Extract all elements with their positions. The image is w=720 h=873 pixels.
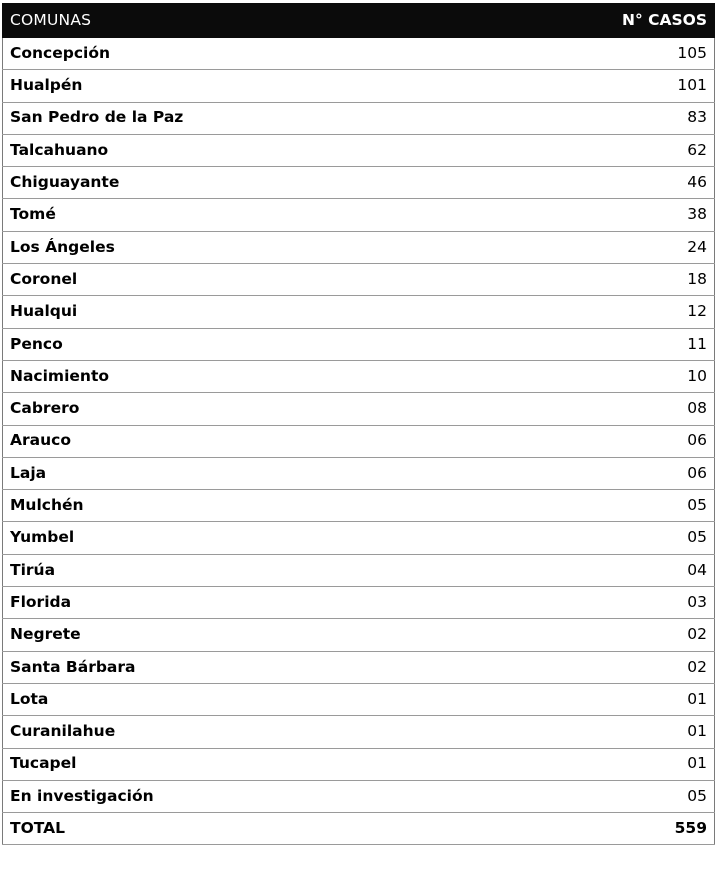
table-row	[3, 360, 715, 392]
table-row	[3, 70, 715, 102]
comuna-name: Chiguayante	[3, 167, 563, 199]
total-value: 559	[563, 813, 715, 845]
case-count: 03	[563, 587, 715, 619]
comuna-name: En investigación	[3, 780, 563, 812]
case-count: 05	[563, 490, 715, 522]
case-count: 05	[563, 522, 715, 554]
case-count: 101	[563, 70, 715, 102]
table-row	[3, 393, 715, 425]
comuna-name: Lota	[3, 683, 563, 715]
table-row	[3, 780, 715, 812]
comuna-name: Mulchén	[3, 490, 563, 522]
case-count: 38	[563, 199, 715, 231]
case-count: 24	[563, 231, 715, 263]
table-row	[3, 296, 715, 328]
comuna-name: Coronel	[3, 264, 563, 296]
total-label: TOTAL	[3, 813, 563, 845]
table-row	[3, 651, 715, 683]
case-count: 83	[563, 102, 715, 134]
comuna-name: Hualqui	[3, 296, 563, 328]
cases-by-commune-table	[2, 3, 715, 845]
case-count: 05	[563, 780, 715, 812]
comuna-name: Florida	[3, 587, 563, 619]
comuna-name: San Pedro de la Paz	[3, 102, 563, 134]
table-row	[3, 38, 715, 70]
total-row	[3, 813, 715, 845]
case-count: 10	[563, 360, 715, 392]
comuna-name: Arauco	[3, 425, 563, 457]
comuna-name: Talcahuano	[3, 134, 563, 166]
table-row	[3, 425, 715, 457]
case-count: 01	[563, 683, 715, 715]
case-count: 08	[563, 393, 715, 425]
case-count: 06	[563, 425, 715, 457]
case-count: 02	[563, 619, 715, 651]
case-count: 11	[563, 328, 715, 360]
table-row	[3, 264, 715, 296]
table-row	[3, 522, 715, 554]
table-body	[3, 38, 715, 813]
comuna-name: Hualpén	[3, 70, 563, 102]
case-count: 01	[563, 748, 715, 780]
table-row	[3, 490, 715, 522]
table-row	[3, 619, 715, 651]
table-row	[3, 587, 715, 619]
table-row	[3, 134, 715, 166]
column-header-casos: N° CASOS	[563, 4, 715, 38]
case-count: 105	[563, 38, 715, 70]
comuna-name: Yumbel	[3, 522, 563, 554]
case-count: 46	[563, 167, 715, 199]
case-count: 02	[563, 651, 715, 683]
table-row	[3, 748, 715, 780]
table-header-row	[3, 4, 715, 38]
comuna-name: Tomé	[3, 199, 563, 231]
case-count: 04	[563, 554, 715, 586]
case-count: 06	[563, 457, 715, 489]
table-row	[3, 683, 715, 715]
table-row	[3, 554, 715, 586]
comuna-name: Curanilahue	[3, 716, 563, 748]
case-count: 12	[563, 296, 715, 328]
column-header-comunas: COMUNAS	[3, 4, 563, 38]
comuna-name: Tirúa	[3, 554, 563, 586]
case-count: 18	[563, 264, 715, 296]
table-row	[3, 199, 715, 231]
case-count: 62	[563, 134, 715, 166]
comuna-name: Los Ángeles	[3, 231, 563, 263]
table-row	[3, 102, 715, 134]
comuna-name: Santa Bárbara	[3, 651, 563, 683]
table-row	[3, 231, 715, 263]
comuna-name: Cabrero	[3, 393, 563, 425]
case-count: 01	[563, 716, 715, 748]
comuna-name: Tucapel	[3, 748, 563, 780]
comuna-name: Penco	[3, 328, 563, 360]
comuna-name: Laja	[3, 457, 563, 489]
comuna-name: Nacimiento	[3, 360, 563, 392]
comuna-name: Negrete	[3, 619, 563, 651]
comuna-name: Concepción	[3, 38, 563, 70]
table-row	[3, 167, 715, 199]
table-row	[3, 457, 715, 489]
table-row	[3, 328, 715, 360]
table-row	[3, 716, 715, 748]
